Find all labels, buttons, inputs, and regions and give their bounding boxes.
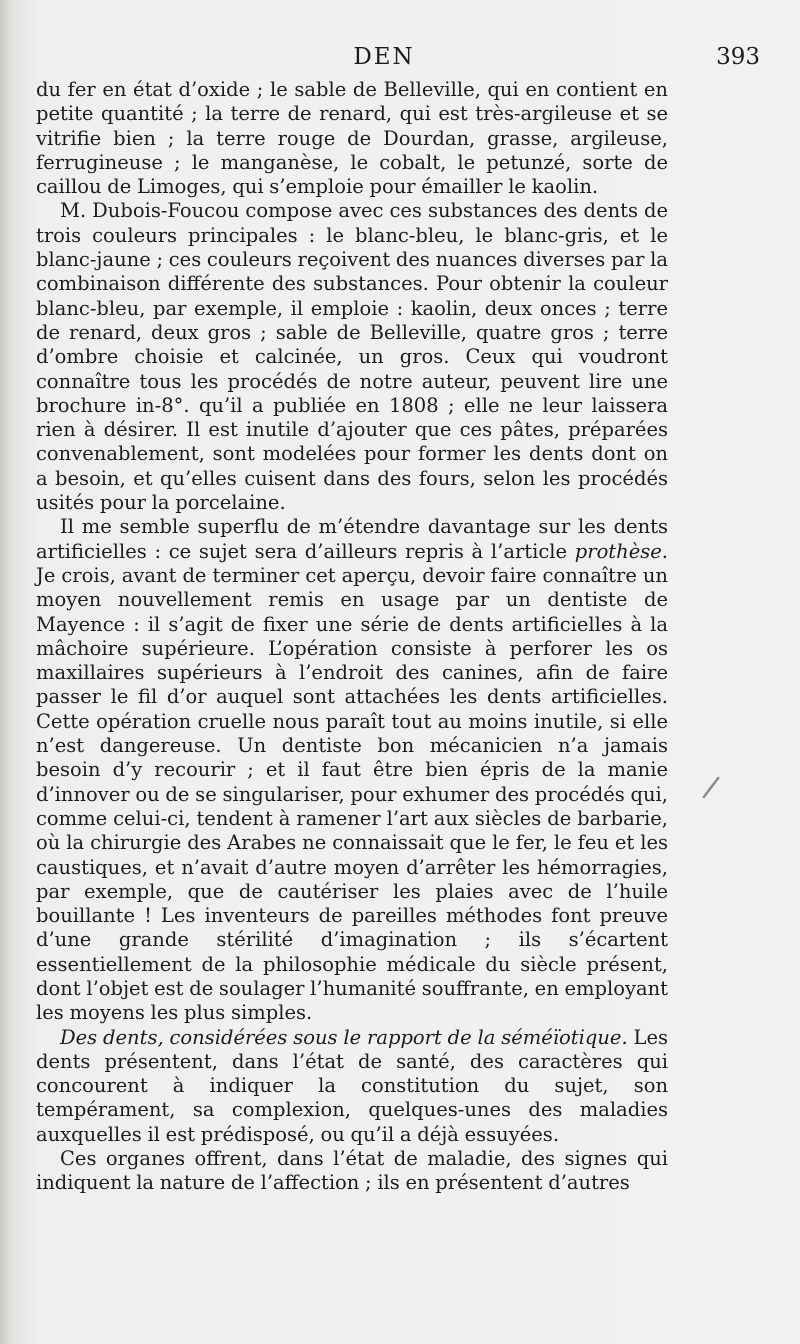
italic-term-prothese: prothèse. (574, 539, 668, 563)
page-number: 393 (716, 44, 760, 70)
text-segment: M. Dubois-Foucou compose avec ces substances des dents de trois couleurs principales : le blanc-bleu, le blanc-gris, et le blanc-jaune ; ces couleurs reçoivent des nuances diverses par la combinaison différente des substances. Pour obtenir la couleur blanc-bleu, par exemple, il emploie : kaolin, deux onces ; terre de renard, deux gros ; sable de Belleville, quatre gros ; terre d’ombre choisie et calcinée, un gros. Ceux qui voudront connaître tous les procédés de notre auteur, peuvent lire une brochure in-8°. qu’il a publiée en 1808 ; elle ne leur laissera rien à désirer. Il est inutile d’ajouter que ces pâtes, préparées convenablement, sont modelées pour former les dents dont on a besoin, et qu’elles cuisent dans des fours, selon les procédés usités pour la porcelaine. (36, 199, 668, 515)
paragraph-materials (36, 78, 668, 199)
body-text (36, 78, 668, 1196)
section-heading-semeiotique: Des dents, considérées sous le rapport de la séméïotique. (60, 1025, 628, 1049)
margin-pencil-stroke: / (700, 769, 722, 806)
paragraph-semeiotique (36, 1026, 668, 1147)
paragraph-artificial-teeth (36, 515, 668, 1025)
paragraph-dubois-foucou (36, 199, 668, 515)
text-segment: Je crois, avant de terminer cet aperçu, devoir faire connaître un moyen nouvellement remis en usage par un dentiste de Mayence : il s’agit de fixer une série de dents artificielles à la mâchoire supérieure. L’opération consiste à perforer les os maxillaires supérieurs à l’endroit des canines, afin de faire passer le fil d’or auquel sont attachées les dents artificielles. Cette opération cruelle nous paraît tout au moins inutile, si elle n’est dangereuse. Un dentiste bon mécanicien n’a jamais besoin d’y recourir ; et il faut être bien épris de la manie d’innover ou de se singulariser, pour exhumer des procédés qui, comme celui-ci, tendent à ramener l’art aux siècles de barbarie, où la chirurgie des Arabes ne connaissait que le fer, le feu et les caustiques, et n’avait d’autre moyen d’arrêter les hémorragies, par exemple, que de cautériser les plaies avec de l’huile bouillante ! Les inventeurs de pareilles méthodes font preuve d’une grande stérilité d’imagination ; ils s’écartent essentiellement de la philosophie médicale du siècle présent, dont l’objet est de soulager l’humanité souffrante, en employant les moyens les plus simples. (36, 563, 668, 1025)
text-segment: Il me semble superflu de m’étendre davantage sur les dents artificielles : ce sujet sera d’ailleurs repris à l’article (36, 515, 668, 563)
running-title: DEN (353, 44, 415, 70)
running-head (36, 44, 760, 78)
text-segment: Les dents présentent, dans l’état de santé, des caractères qui concourent à indiquer la constitution du sujet, son tempérament, sa complexion, quelques-unes des maladies auxquelles il est prédisposé, ou qu’il a déjà essuyées. (36, 1025, 668, 1146)
text-segment: Ces organes offrent, dans l’état de maladie, des signes qui indiquent la nature de l’affection ; ils en présentent d’autres (36, 1147, 668, 1195)
paragraph-disease-signs (36, 1147, 668, 1196)
text-segment: du fer en état d’oxide ; le sable de Belleville, qui en contient en petite quantité ; la terre de renard, qui est très-argileuse et se vitrifie bien ; la terre rouge de Dourdan, grasse, argileuse, ferrugineuse ; le manganèse, le cobalt, le petunzé, sorte de caillou de Limoges, qui s’emploie pour émailler le kaolin. (36, 78, 668, 199)
